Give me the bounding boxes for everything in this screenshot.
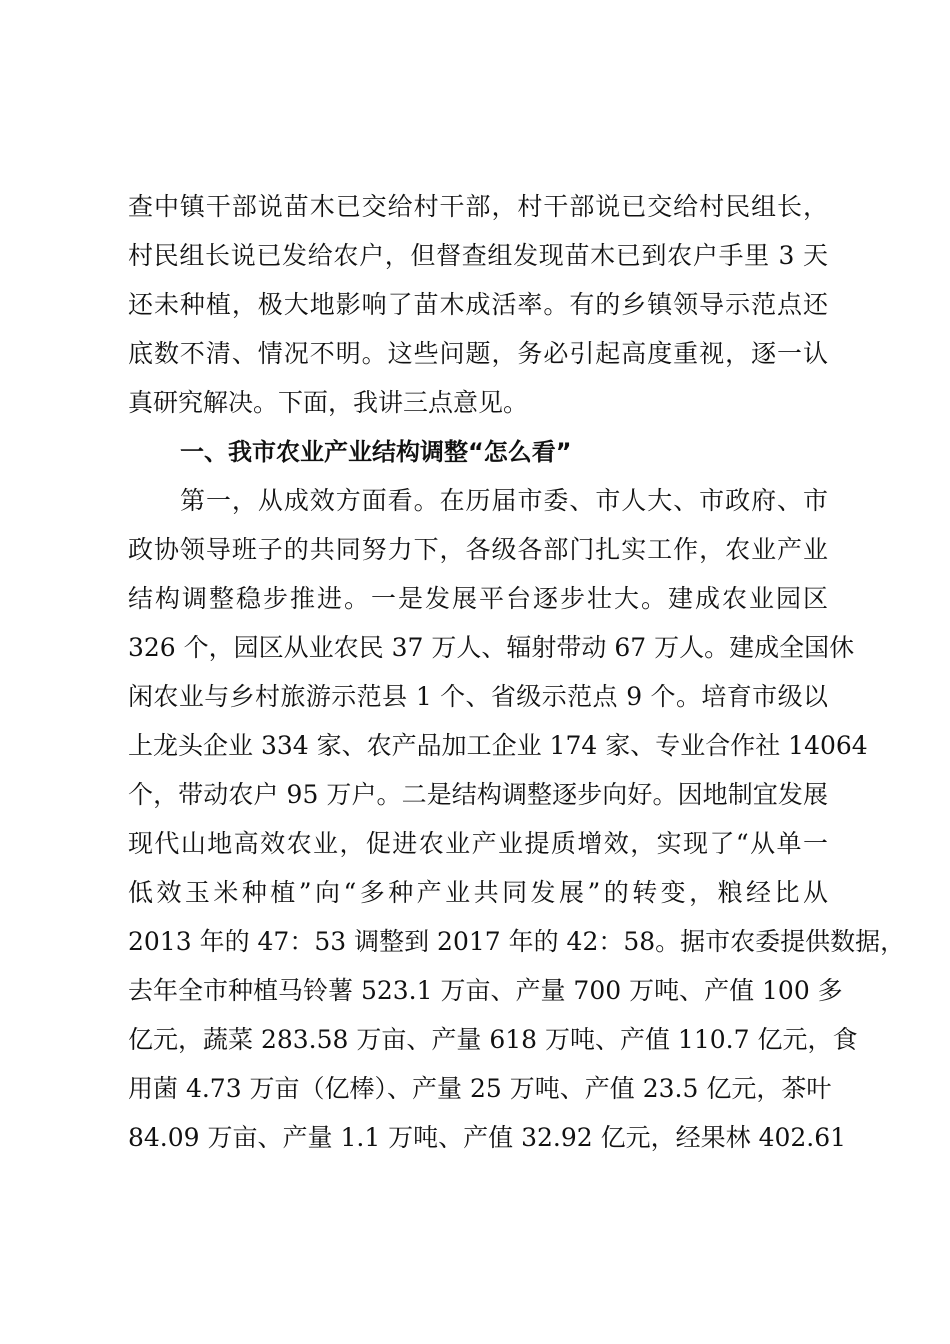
text-line: 84.09 万亩、产量 1.1 万吨、产值 32.92 亿元，经果林 402.61 bbox=[128, 1123, 847, 1152]
text-line: 底数不清、情况不明。这些问题，务必引起高度重视，逐一认 bbox=[128, 339, 828, 368]
text-line: 现代山地高效农业，促进农业产业提质增效，实现了“从单一 bbox=[128, 829, 828, 858]
text-line: 查中镇干部说苗木已交给村干部，村干部说已交给村民组长， bbox=[128, 192, 828, 221]
text-line: 用菌 4.73 万亩（亿棒）、产量 25 万吨、产值 23.5 亿元，茶叶 bbox=[128, 1074, 832, 1103]
section-heading: 一、我市农业产业结构调整“怎么看” bbox=[180, 438, 572, 466]
text-line: 个，带动农户 95 万户。二是结构调整逐步向好。因地制宜发展 bbox=[128, 780, 828, 809]
text-line: 村民组长说已发给农户，但督查组发现苗木已到农户手里 3 天 bbox=[128, 241, 828, 270]
text-line: 亿元，蔬菜 283.58 万亩、产量 618 万吨、产值 110.7 亿元，食 bbox=[128, 1025, 858, 1054]
text-line: 上龙头企业 334 家、农产品加工企业 174 家、专业合作社 14064 bbox=[128, 731, 868, 760]
text-line: 326 个，园区从业农民 37 万人、辐射带动 67 万人。建成全国休 bbox=[128, 633, 855, 662]
text-line: 去年全市种植马铃薯 523.1 万亩、产量 700 万吨、产值 100 多 bbox=[128, 976, 843, 1005]
text-line: 第一，从成效方面看。在历届市委、市人大、市政府、市 bbox=[180, 486, 828, 515]
text-line: 政协领导班子的共同努力下，各级各部门扎实工作，农业产业 bbox=[128, 535, 828, 564]
text-line: 真研究解决。下面，我讲三点意见。 bbox=[128, 388, 529, 417]
text-line: 闲农业与乡村旅游示范县 1 个、省级示范点 9 个。培育市级以 bbox=[128, 682, 828, 711]
text-line: 结构调整稳步推进。一是发展平台逐步壮大。建成农业园区 bbox=[128, 584, 828, 613]
text-line: 低效玉米种植”向“多种产业共同发展”的转变，粮经比从 bbox=[128, 878, 828, 907]
text-line: 还未种植，极大地影响了苗木成活率。有的乡镇领导示范点还 bbox=[128, 290, 828, 319]
text-line: 2013 年的 47：53 调整到 2017 年的 42：58。据市农委提供数据， bbox=[128, 927, 906, 956]
